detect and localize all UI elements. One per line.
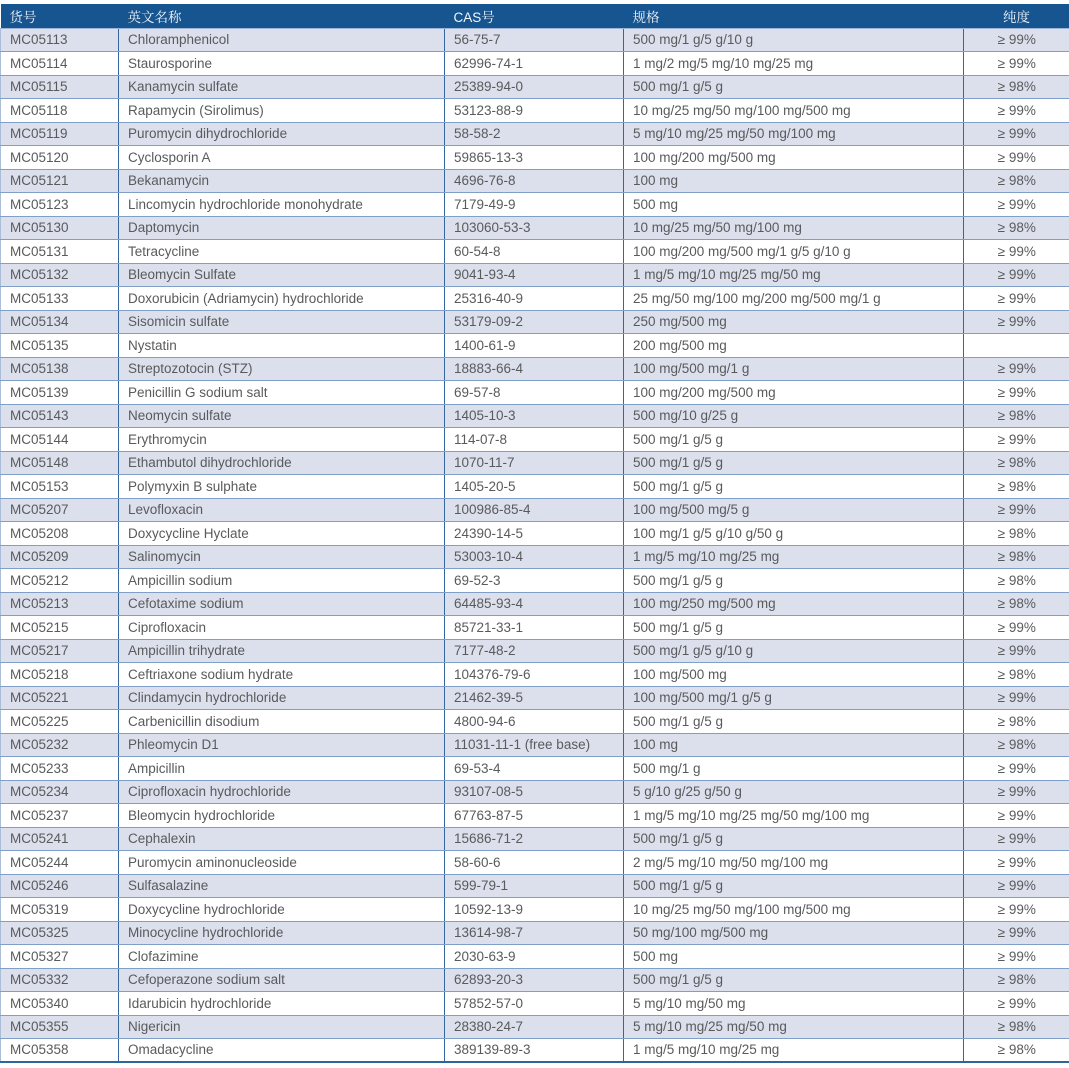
- cell-sku: MC05327: [1, 945, 119, 969]
- table-row: [1, 240, 1069, 264]
- cell-purity: ≥ 98%: [964, 169, 1069, 193]
- cell-name: Bleomycin Sulfate: [119, 263, 445, 287]
- table-row: [1, 52, 1069, 76]
- cell-name: Idarubicin hydrochloride: [119, 992, 445, 1016]
- header-cell-purity: 纯度: [964, 4, 1069, 28]
- cell-spec: 100 mg/500 mg: [624, 663, 964, 687]
- table-row: [1, 569, 1069, 593]
- cell-spec: 500 mg/1 g/5 g: [624, 616, 964, 640]
- cell-name: Erythromycin: [119, 428, 445, 452]
- cell-name: Nigericin: [119, 1015, 445, 1039]
- cell-spec: 500 mg/1 g/5 g/10 g: [624, 28, 964, 52]
- cell-spec: 500 mg/1 g/5 g: [624, 874, 964, 898]
- cell-spec: 10 mg/25 mg/50 mg/100 mg: [624, 216, 964, 240]
- cell-cas: 10592-13-9: [445, 898, 624, 922]
- cell-name: Puromycin dihydrochloride: [119, 122, 445, 146]
- cell-purity: ≥ 98%: [964, 451, 1069, 475]
- table-row: [1, 216, 1069, 240]
- cell-sku: MC05133: [1, 287, 119, 311]
- table-row: [1, 334, 1069, 358]
- table-row: [1, 193, 1069, 217]
- cell-sku: MC05244: [1, 851, 119, 875]
- cell-spec: 500 mg/1 g/5 g: [624, 451, 964, 475]
- cell-purity: ≥ 98%: [964, 75, 1069, 99]
- cell-name: Sulfasalazine: [119, 874, 445, 898]
- cell-sku: MC05115: [1, 75, 119, 99]
- table-row: [1, 945, 1069, 969]
- cell-purity: ≥ 99%: [964, 921, 1069, 945]
- table-row: [1, 28, 1069, 52]
- cell-cas: 62893-20-3: [445, 968, 624, 992]
- cell-name: Kanamycin sulfate: [119, 75, 445, 99]
- table-row: [1, 357, 1069, 381]
- cell-cas: 69-53-4: [445, 757, 624, 781]
- table-row: [1, 898, 1069, 922]
- table-row: [1, 616, 1069, 640]
- cell-cas: 93107-08-5: [445, 780, 624, 804]
- cell-spec: 500 mg/1 g/5 g: [624, 710, 964, 734]
- cell-name: Ethambutol dihydrochloride: [119, 451, 445, 475]
- cell-name: Rapamycin (Sirolimus): [119, 99, 445, 123]
- cell-sku: MC05131: [1, 240, 119, 264]
- cell-name: Lincomycin hydrochloride monohydrate: [119, 193, 445, 217]
- cell-name: Doxorubicin (Adriamycin) hydrochloride: [119, 287, 445, 311]
- table-row: [1, 992, 1069, 1016]
- cell-name: Ampicillin sodium: [119, 569, 445, 593]
- table-row: [1, 310, 1069, 334]
- cell-name: Cefotaxime sodium: [119, 592, 445, 616]
- table-row: [1, 451, 1069, 475]
- table-row: [1, 146, 1069, 170]
- cell-purity: ≥ 98%: [964, 475, 1069, 499]
- cell-sku: MC05138: [1, 357, 119, 381]
- cell-purity: ≥ 98%: [964, 216, 1069, 240]
- cell-cas: 1400-61-9: [445, 334, 624, 358]
- cell-cas: 100986-85-4: [445, 498, 624, 522]
- cell-sku: MC05234: [1, 780, 119, 804]
- cell-purity: ≥ 99%: [964, 757, 1069, 781]
- cell-purity: ≥ 99%: [964, 851, 1069, 875]
- cell-spec: 500 mg: [624, 945, 964, 969]
- cell-sku: MC05225: [1, 710, 119, 734]
- table-row: [1, 663, 1069, 687]
- cell-sku: MC05120: [1, 146, 119, 170]
- cell-name: Salinomycin: [119, 545, 445, 569]
- cell-name: Clofazimine: [119, 945, 445, 969]
- cell-name: Minocycline hydrochloride: [119, 921, 445, 945]
- cell-cas: 1405-10-3: [445, 404, 624, 428]
- table-row: [1, 428, 1069, 452]
- cell-cas: 62996-74-1: [445, 52, 624, 76]
- cell-cas: 599-79-1: [445, 874, 624, 898]
- table-header-row: [1, 4, 1069, 28]
- cell-purity: ≥ 99%: [964, 28, 1069, 52]
- cell-purity: ≥ 98%: [964, 404, 1069, 428]
- cell-cas: 9041-93-4: [445, 263, 624, 287]
- cell-spec: 5 mg/10 mg/25 mg/50 mg: [624, 1015, 964, 1039]
- cell-sku: MC05355: [1, 1015, 119, 1039]
- cell-purity: ≥ 99%: [964, 686, 1069, 710]
- cell-spec: 100 mg/500 mg/1 g: [624, 357, 964, 381]
- cell-name: Puromycin aminonucleoside: [119, 851, 445, 875]
- cell-purity: ≥ 98%: [964, 1015, 1069, 1039]
- cell-cas: 13614-98-7: [445, 921, 624, 945]
- cell-cas: 18883-66-4: [445, 357, 624, 381]
- cell-name: Tetracycline: [119, 240, 445, 264]
- cell-sku: MC05209: [1, 545, 119, 569]
- cell-spec: 500 mg/1 g/5 g: [624, 569, 964, 593]
- cell-cas: 28380-24-7: [445, 1015, 624, 1039]
- cell-spec: 5 mg/10 mg/25 mg/50 mg/100 mg: [624, 122, 964, 146]
- cell-sku: MC05144: [1, 428, 119, 452]
- cell-purity: ≥ 99%: [964, 945, 1069, 969]
- table-row: [1, 921, 1069, 945]
- cell-purity: ≥ 99%: [964, 357, 1069, 381]
- header-cell-cas: CAS号: [445, 4, 624, 28]
- table-row: [1, 851, 1069, 875]
- cell-purity: ≥ 98%: [964, 710, 1069, 734]
- table-row: [1, 122, 1069, 146]
- cell-sku: MC05319: [1, 898, 119, 922]
- cell-name: Cyclosporin A: [119, 146, 445, 170]
- cell-name: Ampicillin trihydrate: [119, 639, 445, 663]
- cell-spec: 250 mg/500 mg: [624, 310, 964, 334]
- cell-cas: 57852-57-0: [445, 992, 624, 1016]
- cell-spec: 2 mg/5 mg/10 mg/50 mg/100 mg: [624, 851, 964, 875]
- cell-sku: MC05217: [1, 639, 119, 663]
- table-row: [1, 404, 1069, 428]
- cell-spec: 200 mg/500 mg: [624, 334, 964, 358]
- cell-spec: 5 mg/10 mg/50 mg: [624, 992, 964, 1016]
- cell-sku: MC05358: [1, 1039, 119, 1063]
- table-row: [1, 169, 1069, 193]
- cell-sku: MC05332: [1, 968, 119, 992]
- table-row: [1, 780, 1069, 804]
- cell-sku: MC05135: [1, 334, 119, 358]
- cell-cas: 21462-39-5: [445, 686, 624, 710]
- cell-name: Bekanamycin: [119, 169, 445, 193]
- cell-purity: ≥ 98%: [964, 1039, 1069, 1063]
- cell-spec: 100 mg/200 mg/500 mg/1 g/5 g/10 g: [624, 240, 964, 264]
- cell-spec: 1 mg/5 mg/10 mg/25 mg/50 mg/100 mg: [624, 804, 964, 828]
- cell-purity: ≥ 99%: [964, 146, 1069, 170]
- cell-name: Ceftriaxone sodium hydrate: [119, 663, 445, 687]
- cell-name: Levofloxacin: [119, 498, 445, 522]
- cell-name: Streptozotocin (STZ): [119, 357, 445, 381]
- cell-spec: 500 mg/1 g/5 g: [624, 827, 964, 851]
- table-row: [1, 99, 1069, 123]
- cell-cas: 11031-11-1 (free base): [445, 733, 624, 757]
- cell-name: Doxycycline Hyclate: [119, 522, 445, 546]
- table-row: [1, 757, 1069, 781]
- cell-sku: MC05218: [1, 663, 119, 687]
- cell-purity: ≥ 98%: [964, 663, 1069, 687]
- cell-spec: 50 mg/100 mg/500 mg: [624, 921, 964, 945]
- cell-purity: ≥ 99%: [964, 616, 1069, 640]
- cell-name: Ciprofloxacin: [119, 616, 445, 640]
- cell-cas: 64485-93-4: [445, 592, 624, 616]
- table-row: [1, 827, 1069, 851]
- table-row: [1, 592, 1069, 616]
- cell-purity: ≥ 98%: [964, 968, 1069, 992]
- cell-spec: 1 mg/2 mg/5 mg/10 mg/25 mg: [624, 52, 964, 76]
- cell-name: Carbenicillin disodium: [119, 710, 445, 734]
- cell-sku: MC05246: [1, 874, 119, 898]
- cell-sku: MC05132: [1, 263, 119, 287]
- cell-name: Doxycycline hydrochloride: [119, 898, 445, 922]
- cell-cas: 7177-48-2: [445, 639, 624, 663]
- cell-spec: 500 mg/1 g: [624, 757, 964, 781]
- cell-sku: MC05237: [1, 804, 119, 828]
- cell-name: Chloramphenicol: [119, 28, 445, 52]
- table-row: [1, 968, 1069, 992]
- cell-name: Penicillin G sodium salt: [119, 381, 445, 405]
- cell-cas: 2030-63-9: [445, 945, 624, 969]
- cell-cas: 85721-33-1: [445, 616, 624, 640]
- table-row: [1, 874, 1069, 898]
- cell-purity: ≥ 99%: [964, 498, 1069, 522]
- cell-sku: MC05123: [1, 193, 119, 217]
- cell-cas: 1070-11-7: [445, 451, 624, 475]
- cell-cas: 69-52-3: [445, 569, 624, 593]
- cell-sku: MC05340: [1, 992, 119, 1016]
- header-cell-sku: 货号: [1, 4, 119, 28]
- cell-spec: 100 mg/200 mg/500 mg: [624, 381, 964, 405]
- table-row: [1, 545, 1069, 569]
- table-row: [1, 75, 1069, 99]
- cell-sku: MC05213: [1, 592, 119, 616]
- table-row: [1, 686, 1069, 710]
- cell-spec: 100 mg/200 mg/500 mg: [624, 146, 964, 170]
- cell-cas: 69-57-8: [445, 381, 624, 405]
- cell-spec: 5 g/10 g/25 g/50 g: [624, 780, 964, 804]
- table-row: [1, 710, 1069, 734]
- cell-cas: 56-75-7: [445, 28, 624, 52]
- cell-spec: 500 mg/1 g/5 g: [624, 475, 964, 499]
- cell-spec: 500 mg/1 g/5 g: [624, 968, 964, 992]
- cell-purity: ≥ 99%: [964, 898, 1069, 922]
- cell-spec: 100 mg/500 mg/1 g/5 g: [624, 686, 964, 710]
- cell-spec: 100 mg: [624, 733, 964, 757]
- cell-sku: MC05208: [1, 522, 119, 546]
- cell-sku: MC05118: [1, 99, 119, 123]
- cell-spec: 10 mg/25 mg/50 mg/100 mg/500 mg: [624, 898, 964, 922]
- table-row: [1, 263, 1069, 287]
- cell-name: Bleomycin hydrochloride: [119, 804, 445, 828]
- cell-spec: 10 mg/25 mg/50 mg/100 mg/500 mg: [624, 99, 964, 123]
- header-cell-name: 英文名称: [119, 4, 445, 28]
- cell-cas: 24390-14-5: [445, 522, 624, 546]
- header-cell-spec: 规格: [624, 4, 964, 28]
- cell-cas: 1405-20-5: [445, 475, 624, 499]
- table-row: [1, 475, 1069, 499]
- cell-name: Daptomycin: [119, 216, 445, 240]
- cell-purity: ≥ 98%: [964, 592, 1069, 616]
- table-row: [1, 498, 1069, 522]
- cell-purity: ≥ 99%: [964, 287, 1069, 311]
- cell-name: Neomycin sulfate: [119, 404, 445, 428]
- cell-name: Cephalexin: [119, 827, 445, 851]
- cell-sku: MC05113: [1, 28, 119, 52]
- cell-cas: 58-60-6: [445, 851, 624, 875]
- cell-cas: 15686-71-2: [445, 827, 624, 851]
- cell-name: Cefoperazone sodium salt: [119, 968, 445, 992]
- cell-purity: ≥ 99%: [964, 780, 1069, 804]
- cell-spec: 25 mg/50 mg/100 mg/200 mg/500 mg/1 g: [624, 287, 964, 311]
- cell-sku: MC05207: [1, 498, 119, 522]
- cell-spec: 100 mg/250 mg/500 mg: [624, 592, 964, 616]
- cell-sku: MC05130: [1, 216, 119, 240]
- cell-spec: 100 mg/500 mg/5 g: [624, 498, 964, 522]
- cell-name: Clindamycin hydrochloride: [119, 686, 445, 710]
- cell-name: Phleomycin D1: [119, 733, 445, 757]
- cell-cas: 67763-87-5: [445, 804, 624, 828]
- cell-sku: MC05232: [1, 733, 119, 757]
- cell-sku: MC05143: [1, 404, 119, 428]
- cell-purity: ≥ 99%: [964, 381, 1069, 405]
- cell-cas: 4696-76-8: [445, 169, 624, 193]
- cell-purity: ≥ 99%: [964, 240, 1069, 264]
- cell-sku: MC05114: [1, 52, 119, 76]
- table-row: [1, 1039, 1069, 1063]
- cell-purity: ≥ 99%: [964, 639, 1069, 663]
- cell-cas: 60-54-8: [445, 240, 624, 264]
- cell-sku: MC05233: [1, 757, 119, 781]
- cell-cas: 53179-09-2: [445, 310, 624, 334]
- cell-purity: ≥ 99%: [964, 263, 1069, 287]
- cell-purity: ≥ 98%: [964, 522, 1069, 546]
- cell-purity: ≥ 99%: [964, 52, 1069, 76]
- cell-purity: [964, 334, 1069, 358]
- cell-sku: MC05119: [1, 122, 119, 146]
- cell-spec: 500 mg/1 g/5 g: [624, 75, 964, 99]
- cell-spec: 500 mg/10 g/25 g: [624, 404, 964, 428]
- cell-purity: ≥ 99%: [964, 122, 1069, 146]
- table-row: [1, 733, 1069, 757]
- cell-sku: MC05212: [1, 569, 119, 593]
- cell-spec: 100 mg: [624, 169, 964, 193]
- cell-purity: ≥ 98%: [964, 545, 1069, 569]
- cell-purity: ≥ 99%: [964, 99, 1069, 123]
- cell-purity: ≥ 99%: [964, 193, 1069, 217]
- cell-sku: MC05134: [1, 310, 119, 334]
- cell-cas: 59865-13-3: [445, 146, 624, 170]
- cell-cas: 389139-89-3: [445, 1039, 624, 1063]
- cell-cas: 7179-49-9: [445, 193, 624, 217]
- table-row: [1, 639, 1069, 663]
- cell-purity: ≥ 99%: [964, 428, 1069, 452]
- cell-cas: 103060-53-3: [445, 216, 624, 240]
- cell-sku: MC05325: [1, 921, 119, 945]
- catalog-table: [0, 4, 1069, 1063]
- cell-sku: MC05153: [1, 475, 119, 499]
- cell-cas: 53123-88-9: [445, 99, 624, 123]
- cell-name: Sisomicin sulfate: [119, 310, 445, 334]
- cell-purity: ≥ 98%: [964, 733, 1069, 757]
- cell-purity: ≥ 98%: [964, 569, 1069, 593]
- cell-sku: MC05215: [1, 616, 119, 640]
- cell-cas: 104376-79-6: [445, 663, 624, 687]
- cell-spec: 1 mg/5 mg/10 mg/25 mg: [624, 1039, 964, 1063]
- cell-purity: ≥ 99%: [964, 804, 1069, 828]
- table-row: [1, 287, 1069, 311]
- table-row: [1, 381, 1069, 405]
- table-row: [1, 522, 1069, 546]
- cell-sku: MC05121: [1, 169, 119, 193]
- cell-name: Staurosporine: [119, 52, 445, 76]
- cell-cas: 58-58-2: [445, 122, 624, 146]
- cell-spec: 500 mg/1 g/5 g/10 g: [624, 639, 964, 663]
- cell-spec: 100 mg/1 g/5 g/10 g/50 g: [624, 522, 964, 546]
- cell-spec: 500 mg/1 g/5 g: [624, 428, 964, 452]
- cell-cas: 25389-94-0: [445, 75, 624, 99]
- cell-sku: MC05139: [1, 381, 119, 405]
- cell-spec: 1 mg/5 mg/10 mg/25 mg/50 mg: [624, 263, 964, 287]
- cell-purity: ≥ 99%: [964, 874, 1069, 898]
- cell-spec: 1 mg/5 mg/10 mg/25 mg: [624, 545, 964, 569]
- cell-cas: 53003-10-4: [445, 545, 624, 569]
- cell-purity: ≥ 99%: [964, 310, 1069, 334]
- table-row: [1, 1015, 1069, 1039]
- cell-name: Nystatin: [119, 334, 445, 358]
- cell-name: Omadacycline: [119, 1039, 445, 1063]
- cell-cas: 4800-94-6: [445, 710, 624, 734]
- cell-sku: MC05221: [1, 686, 119, 710]
- cell-purity: ≥ 99%: [964, 992, 1069, 1016]
- cell-cas: 114-07-8: [445, 428, 624, 452]
- cell-name: Polymyxin B sulphate: [119, 475, 445, 499]
- cell-name: Ciprofloxacin hydrochloride: [119, 780, 445, 804]
- cell-name: Ampicillin: [119, 757, 445, 781]
- cell-spec: 500 mg: [624, 193, 964, 217]
- cell-cas: 25316-40-9: [445, 287, 624, 311]
- cell-purity: ≥ 99%: [964, 827, 1069, 851]
- cell-sku: MC05241: [1, 827, 119, 851]
- cell-sku: MC05148: [1, 451, 119, 475]
- table-row: [1, 804, 1069, 828]
